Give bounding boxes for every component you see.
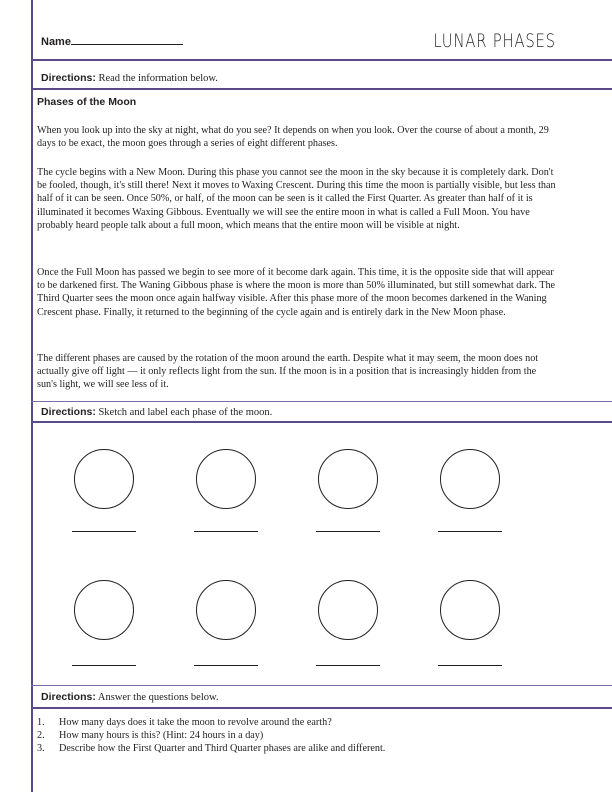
question-item bbox=[37, 717, 385, 730]
reading-paragraph: When you look up into the sky at night, what do you see? It depends on when you look. Over the course of about a month, 29 days to be exact, the moon goes through a series of eight different phases. bbox=[37, 125, 549, 150]
moon-sketch-circle[interactable] bbox=[74, 580, 134, 640]
phase-label-line[interactable] bbox=[316, 531, 380, 532]
directions-sketch bbox=[41, 406, 272, 418]
question-text: How many days does it take the moon to revolve around the earth? bbox=[59, 717, 332, 728]
sketch-divider bbox=[31, 421, 612, 423]
page-title: LUNAR PHASES bbox=[433, 30, 556, 52]
directions-label: Directions: bbox=[41, 72, 96, 84]
directions-text: Answer the questions below. bbox=[95, 692, 219, 703]
name-blank-line[interactable] bbox=[71, 34, 183, 45]
moon-sketch-circle[interactable] bbox=[440, 449, 500, 509]
directions-answer bbox=[41, 691, 219, 703]
question-number: 2. bbox=[37, 729, 45, 741]
phase-label-line[interactable] bbox=[72, 531, 136, 532]
question-text: How many hours is this? (Hint: 24 hours in a day) bbox=[59, 729, 264, 741]
directions-divider bbox=[31, 88, 612, 90]
question-item bbox=[37, 730, 385, 743]
phase-label-line[interactable] bbox=[438, 665, 502, 666]
left-margin-rule bbox=[31, 0, 33, 792]
reading-paragraph: The cycle begins with a New Moon. During this phase you cannot see the moon in the sky because it is completely dark. Don't be fooled, though, it's still there! Next it moves to Waxing Crescent. During this time the moon is partially visible, but less than half of it can be seen. Once 50%, or half, of the moon can be seen is it called the First Quarter. As greater than half of it is illuminated it becomes Waxing Gibbous. Eventually we will see the entire moon in what is called a Full Moon. You have probably heard people talk about a full moon, which means that the entire moon will be visible at night. bbox=[37, 167, 556, 231]
directions-text: Read the information below. bbox=[95, 73, 218, 84]
name-label: Name bbox=[41, 36, 71, 48]
phase-label-line[interactable] bbox=[316, 665, 380, 666]
moon-sketch-circle[interactable] bbox=[318, 449, 378, 509]
moon-sketch-circle[interactable] bbox=[74, 449, 134, 509]
reading-paragraph: The different phases are caused by the rotation of the moon around the earth. Despite what it may seem, the moon does not actually give off light — it only reflects light from the sun. If the moon is in a position that is increasingly hidden from the sun's light, we will see less of it. bbox=[37, 353, 539, 391]
question-item bbox=[37, 743, 385, 756]
moon-sketch-circle[interactable] bbox=[318, 580, 378, 640]
question-list bbox=[37, 717, 385, 755]
section-divider bbox=[31, 401, 612, 402]
section-divider bbox=[31, 685, 612, 686]
moon-sketch-circle[interactable] bbox=[196, 580, 256, 640]
reading-paragraph: Once the Full Moon has passed we begin to see more of it become dark again. This time, it is the opposite side that will appear to be darkened first. The Waning Gibbous phase is where the moon is more than 50% illuminated, but still somewhat dark. The Third Quarter sees the moon once again halfway visible. After this phase more of the moon becomes darkened in the Waning Crescent phase. Finally, it returned to the beginning of the cycle again and is entirely dark in the New Moon phase. bbox=[37, 267, 556, 318]
moon-sketch-circle[interactable] bbox=[196, 449, 256, 509]
questions-divider bbox=[31, 707, 612, 709]
phase-label-line[interactable] bbox=[194, 665, 258, 666]
phase-label-line[interactable] bbox=[194, 531, 258, 532]
name-field[interactable] bbox=[41, 34, 183, 48]
directions-text: Sketch and label each phase of the moon. bbox=[95, 407, 273, 418]
header-divider bbox=[31, 59, 612, 61]
phase-label-line[interactable] bbox=[438, 531, 502, 532]
reading-title: Phases of the Moon bbox=[37, 96, 137, 108]
question-number: 1. bbox=[37, 717, 45, 728]
directions-read bbox=[41, 72, 218, 84]
directions-label: Directions: bbox=[41, 406, 96, 418]
question-text: Describe how the First Quarter and Third Quarter phases are alike and different. bbox=[59, 742, 386, 754]
question-number: 3. bbox=[37, 742, 45, 754]
directions-label: Directions: bbox=[41, 691, 96, 703]
phase-label-line[interactable] bbox=[72, 665, 136, 666]
moon-sketch-circle[interactable] bbox=[440, 580, 500, 640]
